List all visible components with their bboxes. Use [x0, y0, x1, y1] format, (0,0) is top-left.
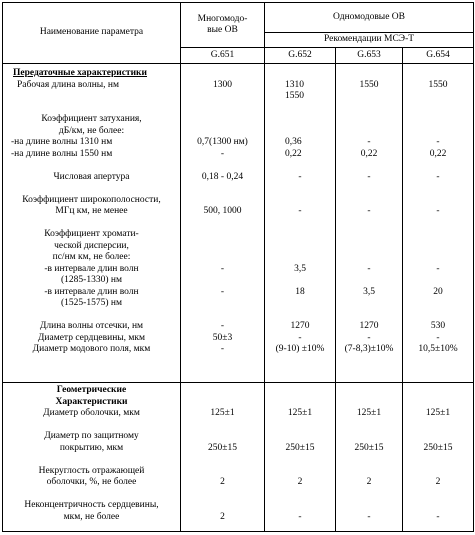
param-name-header: Наименование параметра: [3, 3, 181, 64]
value-cell: [181, 91, 264, 103]
value-cell: 0,22: [360, 148, 378, 159]
value-cell: [181, 466, 264, 478]
value-cell: [181, 500, 264, 512]
value-cell: 125±1: [210, 408, 235, 418]
geo-param-line: Неконцентричность сердцевины,: [24, 500, 159, 510]
value-cell: [336, 160, 402, 172]
value-cell: [265, 218, 335, 230]
value-cell: -: [367, 511, 371, 522]
value-cell: 1270: [290, 321, 310, 331]
value-cell: [336, 420, 402, 432]
value-cell: [336, 454, 402, 466]
value-cell: [181, 229, 264, 241]
param-line: МГц км, не менее: [55, 206, 128, 216]
standard-g654: G.654: [403, 48, 474, 64]
value-cell: [403, 454, 473, 466]
param-line: Длина волны отсечки, нм: [39, 321, 144, 331]
value-cell: 250±15: [285, 442, 315, 453]
value-cell: -: [298, 332, 302, 343]
value-cell: [181, 114, 264, 126]
value-cell: [403, 466, 473, 478]
value-cell: [403, 68, 473, 80]
value-cell: [181, 298, 264, 310]
value-cell: [403, 103, 473, 115]
value-cell: [265, 126, 335, 138]
value-cell: [265, 195, 335, 207]
multimode-header-line2: вые ОВ: [207, 25, 238, 35]
value-cell: [181, 385, 264, 397]
value-cell: [336, 397, 402, 409]
value-cell: [265, 489, 335, 501]
geo-param-line: [3, 420, 180, 432]
value-cell: [403, 126, 473, 138]
value-cell: -: [436, 511, 440, 522]
param-line: -на длине волны 1550 нм: [11, 148, 113, 159]
param-line: дБ/км, не более:: [58, 125, 125, 136]
param-line: [3, 218, 180, 230]
value-cell: 3,5: [363, 286, 375, 297]
param-line: [3, 160, 180, 172]
value-cell: -: [220, 344, 225, 354]
value-cell: -: [220, 286, 225, 297]
value-cell: 10,5±10%: [418, 344, 458, 354]
value-cell: 50±3: [212, 332, 233, 343]
value-cell: -: [298, 511, 302, 522]
value-cell: [336, 466, 402, 478]
value-cell: -: [436, 332, 440, 343]
value-cell: -: [436, 137, 440, 147]
geo-param-line: Некруглость отражающей: [38, 465, 145, 476]
value-cell: [403, 385, 473, 397]
value-cell: -: [367, 263, 371, 274]
param-line: -в интервале длин волн: [44, 286, 139, 297]
value-cell: [336, 126, 402, 138]
multimode-header: [181, 3, 265, 48]
value-cell: [403, 252, 473, 264]
value-cell: [403, 229, 473, 241]
value-cell: 125±1: [356, 408, 382, 418]
value-cell: [265, 68, 335, 80]
value-cell: (7-8,3)±10%: [344, 344, 394, 354]
value-cell: -: [220, 263, 225, 274]
value-cell: [181, 397, 264, 409]
value-cell: 1550: [359, 79, 379, 90]
value-cell: -: [436, 263, 440, 274]
value-cell: 3,5: [294, 263, 306, 274]
geo-param-line: мкм, не более: [63, 511, 120, 522]
geo-param-line: [3, 454, 180, 466]
value-cell: [265, 160, 335, 172]
value-cell: [181, 103, 264, 115]
param-line: Диаметр сердцевины, мкм: [37, 332, 146, 343]
value-cell: [403, 310, 473, 322]
recommendations-header: Рекомендации МСЭ-Т: [265, 33, 474, 48]
value-cell: [403, 298, 473, 310]
value-cell: [181, 68, 264, 80]
value-cell: [181, 420, 264, 432]
value-cell: [181, 431, 264, 443]
param-line: Диаметр модового поля, мкм: [32, 344, 151, 354]
value-cell: [265, 229, 335, 241]
value-cell: 250±15: [423, 442, 453, 453]
value-cell: 0,36: [285, 137, 302, 147]
value-cell: 2: [435, 477, 441, 487]
value-cell: [403, 195, 473, 207]
value-cell: -: [298, 206, 302, 216]
value-cell: [265, 454, 335, 466]
value-cell: [336, 298, 402, 310]
param-line: пс/нм км, не более:: [52, 252, 131, 262]
param-line: Числовая апертура: [53, 171, 130, 182]
value-cell: 2: [297, 477, 303, 487]
value-cell: [403, 91, 473, 103]
value-cell: [403, 275, 473, 287]
value-cell: 0,7(1300 нм): [197, 137, 248, 147]
value-cell: [265, 500, 335, 512]
param-line: [3, 183, 180, 195]
value-cell: 250±15: [208, 442, 237, 453]
param-line: -на длине волны 1310 нм: [11, 137, 113, 147]
param-line: Рабочая длина волны, нм: [17, 79, 120, 90]
param-line: [3, 91, 180, 103]
value-cell: 2: [366, 477, 372, 487]
value-cell: [181, 454, 264, 466]
value-cell: 1270: [359, 321, 379, 331]
param-line: (1285-1330) нм: [61, 275, 122, 285]
geo-param-line: оболочки, %, не более: [46, 477, 137, 487]
value-cell: [336, 241, 402, 253]
value-cell: 1550: [285, 91, 304, 101]
value-cell: [181, 195, 264, 207]
value-cell: [181, 160, 264, 172]
value-cell: [336, 500, 402, 512]
value-cell: -: [436, 206, 440, 216]
standard-g653: G.653: [336, 48, 403, 64]
transmission-param-col: [3, 64, 181, 383]
value-cell: 125±1: [287, 408, 313, 418]
value-cell: [403, 160, 473, 172]
param-line: [3, 103, 180, 115]
transmission-g653-col: [336, 64, 403, 383]
value-cell: -: [367, 171, 371, 182]
value-cell: -: [436, 171, 440, 182]
param-line: [3, 310, 180, 322]
value-cell: [181, 183, 264, 195]
multimode-header-line1: Многомодо-: [197, 13, 248, 24]
value-cell: -: [367, 137, 371, 147]
value-cell: 530: [430, 321, 446, 331]
transmission-g651-col: [181, 64, 265, 383]
value-cell: [336, 114, 402, 126]
value-cell: [403, 114, 473, 126]
value-cell: [181, 489, 264, 501]
standard-g651: G.651: [181, 48, 265, 64]
value-cell: [181, 252, 264, 264]
value-cell: -: [220, 148, 225, 159]
value-cell: [265, 310, 335, 322]
value-cell: [181, 218, 264, 230]
value-cell: [403, 431, 473, 443]
value-cell: [336, 275, 402, 287]
value-cell: [336, 195, 402, 207]
value-cell: 500, 1000: [203, 206, 242, 216]
param-line: Коэффициент затухания,: [41, 114, 142, 124]
param-line: Коэффициент широкополосности,: [22, 194, 161, 205]
value-cell: [336, 252, 402, 264]
value-cell: [403, 241, 473, 253]
param-line: (1525-1575) нм: [61, 298, 122, 308]
geo-param-line: [3, 489, 180, 501]
value-cell: [265, 298, 335, 310]
value-cell: [265, 275, 335, 287]
value-cell: [403, 397, 473, 409]
value-cell: [336, 183, 402, 195]
value-cell: [403, 420, 473, 432]
value-cell: [336, 229, 402, 241]
value-cell: (9-10) ±10%: [275, 344, 325, 354]
value-cell: -: [367, 206, 371, 216]
value-cell: [265, 385, 335, 397]
value-cell: [265, 466, 335, 478]
value-cell: [181, 275, 264, 287]
value-cell: 0,22: [285, 148, 302, 159]
geo-param-line: Характеристики: [55, 396, 128, 407]
geometry-g653-col: [336, 383, 403, 532]
value-cell: [403, 489, 473, 501]
geometry-param-col: [3, 383, 181, 532]
value-cell: [403, 218, 473, 230]
fiber-spec-table: [2, 2, 474, 532]
header-row-1: [3, 3, 474, 33]
value-cell: 0,22: [429, 148, 447, 159]
value-cell: [265, 397, 335, 409]
value-cell: 1550: [428, 79, 448, 90]
geometry-g652-col: [265, 383, 336, 532]
value-cell: [181, 241, 264, 253]
param-line: Коэффициент хромати-: [44, 229, 139, 239]
value-cell: 1310: [285, 79, 304, 90]
transmission-g654-col: [403, 64, 474, 383]
value-cell: [265, 114, 335, 126]
value-cell: [265, 420, 335, 432]
value-cell: -: [220, 321, 225, 331]
value-cell: [265, 431, 335, 443]
value-cell: 125±1: [425, 408, 451, 418]
param-line: Передаточные характеристики: [13, 68, 148, 78]
geo-param-line: Диаметр оболочки, мкм: [43, 408, 140, 418]
param-line: -в интервале длин волн: [44, 263, 139, 274]
value-cell: -: [298, 171, 302, 182]
transmission-g652-col: [265, 64, 336, 383]
value-cell: [336, 68, 402, 80]
value-cell: [336, 431, 402, 443]
value-cell: 2: [220, 511, 225, 522]
value-cell: [181, 310, 264, 322]
value-cell: [336, 310, 402, 322]
value-cell: [181, 126, 264, 138]
value-cell: [336, 489, 402, 501]
value-cell: [336, 218, 402, 230]
standard-g652: G.652: [265, 48, 336, 64]
value-cell: [265, 103, 335, 115]
value-cell: [336, 103, 402, 115]
value-cell: 1300: [213, 79, 232, 90]
geo-param-line: Диаметр по защитному: [44, 431, 139, 441]
value-cell: 250±15: [354, 442, 384, 453]
value-cell: [336, 385, 402, 397]
param-line: ческой дисперсии,: [54, 240, 129, 251]
value-cell: [336, 91, 402, 103]
geo-param-line: Геометрические: [56, 385, 127, 395]
value-cell: [403, 183, 473, 195]
value-cell: [265, 241, 335, 253]
value-cell: [265, 183, 335, 195]
value-cell: [265, 252, 335, 264]
geometry-g654-col: [403, 383, 474, 532]
value-cell: 20: [433, 286, 443, 297]
geo-param-line: покрытию, мкм: [59, 442, 124, 453]
singlemode-header: Одномодовые ОВ: [265, 3, 474, 33]
geometry-section: [3, 383, 474, 532]
value-cell: 2: [220, 477, 225, 487]
transmission-section: [3, 64, 474, 383]
value-cell: [403, 500, 473, 512]
value-cell: -: [367, 332, 371, 343]
geometry-g651-col: [181, 383, 265, 532]
value-cell: 18: [295, 286, 305, 297]
value-cell: 0,18 - 0,24: [201, 171, 244, 182]
